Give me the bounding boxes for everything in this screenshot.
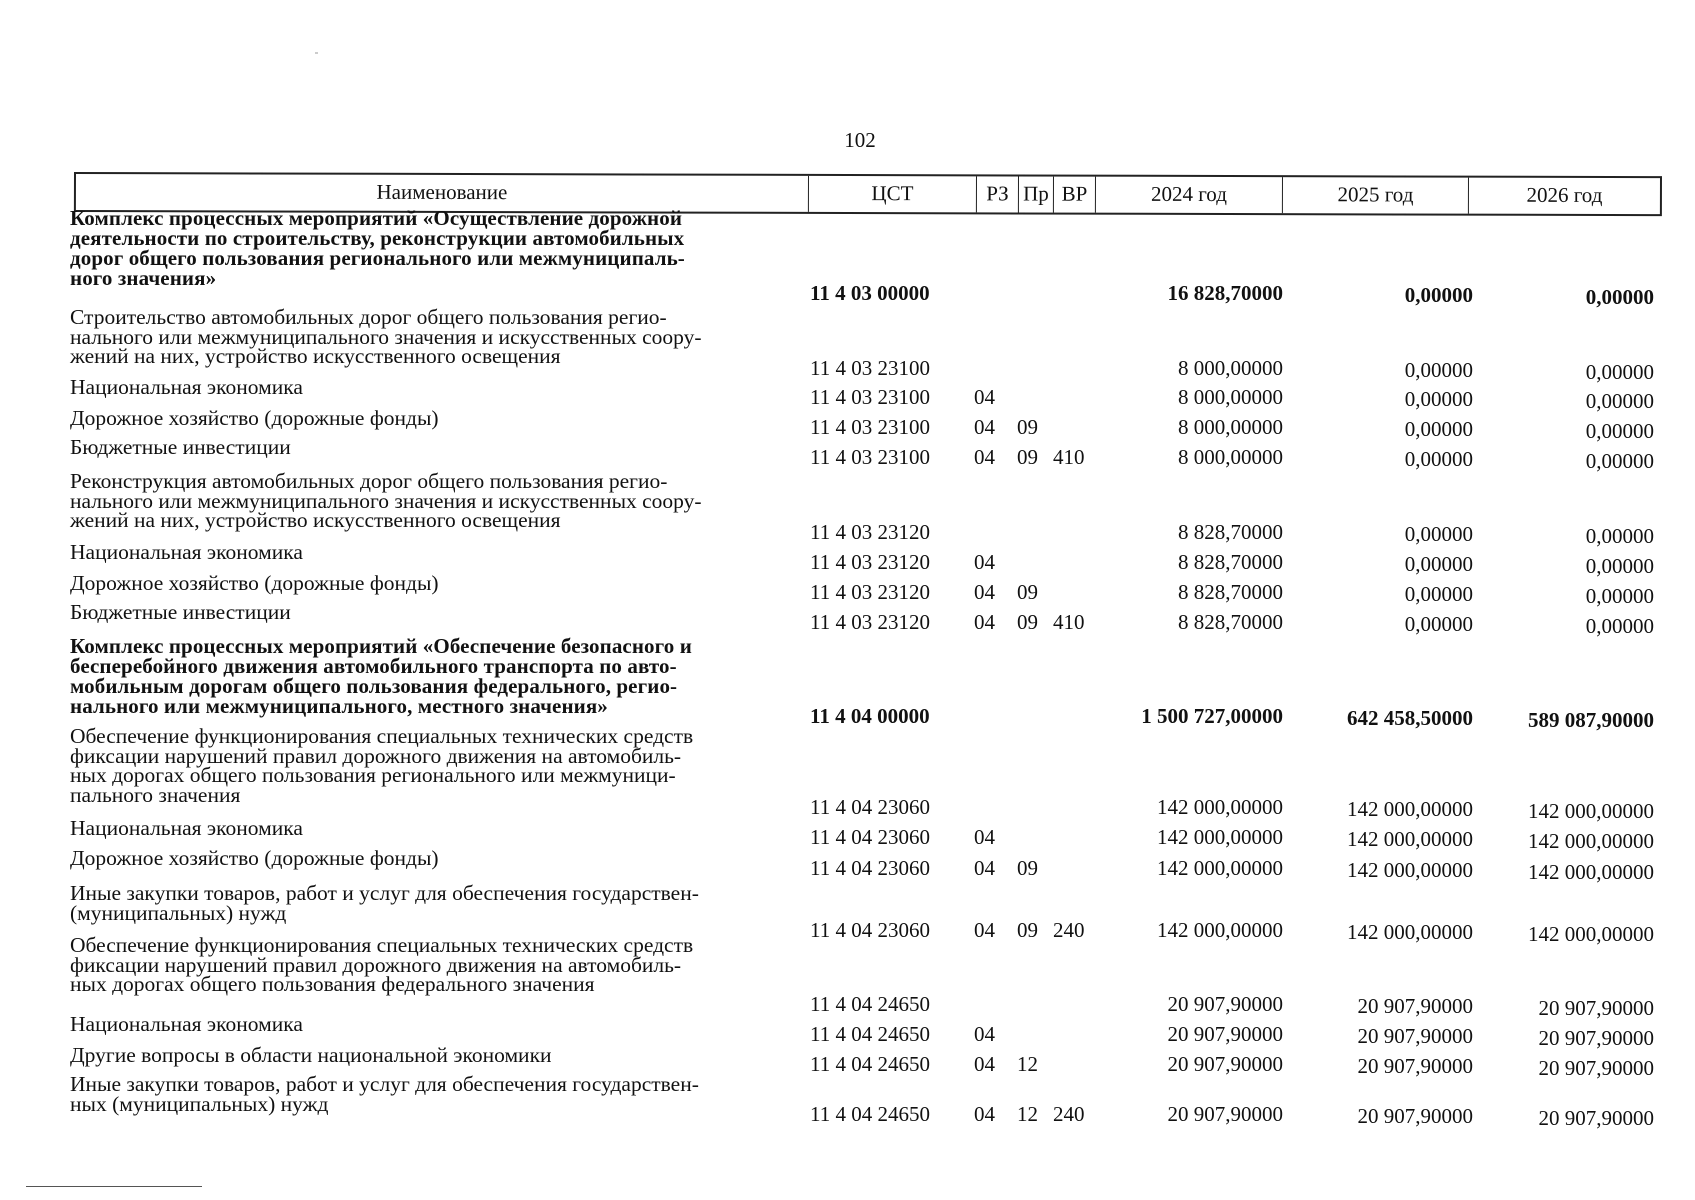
- row-name: Иные закупки товаров, работ и услуг для обеспечения государствен- ных (муниципальных) нужд: [70, 1072, 699, 1116]
- row-cst: 11 4 03 23100: [810, 385, 930, 409]
- row-year-2025: 20 907,90000: [1357, 1054, 1473, 1078]
- row-year-2024: 142 000,00000: [1157, 795, 1283, 819]
- row-year-2026: 20 907,90000: [1538, 1106, 1654, 1130]
- header-2025: 2025 год: [1283, 177, 1469, 213]
- row-year-2025: 142 000,00000: [1347, 827, 1473, 851]
- row-year-2024: 8 000,00000: [1178, 445, 1283, 469]
- row-year-2026: 0,00000: [1585, 614, 1654, 638]
- row-rz: 04: [974, 825, 995, 849]
- row-year-2025: 142 000,00000: [1347, 797, 1473, 821]
- row-pr: 12: [1017, 1102, 1038, 1126]
- header-name: Наименование: [76, 174, 809, 212]
- row-pr: 09: [1017, 580, 1038, 604]
- row-year-2024: 1 500 727,00000: [1141, 704, 1283, 728]
- footer-rule: [26, 1186, 202, 1187]
- row-cst: 11 4 04 24650: [810, 1052, 930, 1076]
- row-name: Комплекс процессных мероприятий «Обеспечение безопасного и бесперебойного движения автомобильного транспорта по авто- мобильным дорогам общего пользования федерального, регио- нального или межмуниципального, местного значения»: [70, 634, 692, 718]
- row-year-2025: 642 458,50000: [1347, 706, 1473, 730]
- row-year-2026: 589 087,90000: [1528, 708, 1654, 732]
- row-name: Национальная экономика: [70, 1012, 303, 1036]
- row-cst: 11 4 03 23100: [810, 356, 930, 380]
- row-name: Бюджетные инвестиции: [70, 600, 291, 624]
- row-cst: 11 4 04 24650: [810, 1022, 930, 1046]
- row-year-2026: 142 000,00000: [1528, 799, 1654, 823]
- row-cst: 11 4 04 24650: [810, 1102, 930, 1126]
- row-cst: 11 4 04 23060: [810, 795, 930, 819]
- row-rz: 04: [974, 918, 995, 942]
- row-year-2025: 0,00000: [1404, 522, 1473, 546]
- header-2024: 2024 год: [1096, 177, 1283, 213]
- row-cst: 11 4 04 23060: [810, 918, 930, 942]
- row-name: Иные закупки товаров, работ и услуг для обеспечения государствен- (муниципальных) нужд: [70, 881, 699, 925]
- row-rz: 04: [974, 610, 995, 634]
- row-year-2024: 8 828,70000: [1178, 520, 1283, 544]
- row-year-2026: 142 000,00000: [1528, 829, 1654, 853]
- header-cst: ЦСТ: [809, 176, 977, 212]
- row-rz: 04: [974, 1022, 995, 1046]
- row-rz: 04: [974, 550, 995, 574]
- row-rz: 04: [974, 445, 995, 469]
- row-name: Комплекс процессных мероприятий «Осуществление дорожной деятельности по строительству, реконструкции автомобильных дорог общего пользования регионального или межмуниципаль- ного значения»: [70, 206, 685, 290]
- row-year-2024: 8 828,70000: [1178, 610, 1283, 634]
- row-cst: 11 4 04 00000: [810, 704, 930, 728]
- row-year-2025: 142 000,00000: [1347, 858, 1473, 882]
- page-number: 102: [844, 128, 876, 152]
- row-cst: 11 4 04 23060: [810, 856, 930, 880]
- row-year-2026: 0,00000: [1585, 584, 1654, 608]
- row-cst: 11 4 03 23100: [810, 415, 930, 439]
- row-name: Национальная экономика: [70, 375, 303, 399]
- row-name: Национальная экономика: [70, 540, 303, 564]
- row-year-2025: 20 907,90000: [1357, 1024, 1473, 1048]
- row-year-2024: 142 000,00000: [1157, 918, 1283, 942]
- row-year-2025: 0,00000: [1404, 358, 1473, 382]
- row-name: Дорожное хозяйство (дорожные фонды): [70, 571, 439, 595]
- row-name: Дорожное хозяйство (дорожные фонды): [70, 406, 439, 430]
- row-year-2024: 20 907,90000: [1167, 1052, 1283, 1076]
- row-year-2024: 8 000,00000: [1178, 356, 1283, 380]
- row-vr: 410: [1053, 445, 1085, 469]
- row-year-2024: 20 907,90000: [1167, 1102, 1283, 1126]
- row-year-2026: 0,00000: [1585, 554, 1654, 578]
- row-year-2026: 20 907,90000: [1538, 1026, 1654, 1050]
- row-name: Другие вопросы в области национальной экономики: [70, 1043, 552, 1067]
- row-name: Национальная экономика: [70, 816, 303, 840]
- row-year-2026: 0,00000: [1585, 419, 1654, 443]
- row-name: Обеспечение функционирования специальных технических средств фиксации нарушений правил дорожного движения на автомобиль- ных дорогах общего пользования федерального значения: [70, 933, 694, 996]
- row-year-2024: 8 828,70000: [1178, 580, 1283, 604]
- row-name: Дорожное хозяйство (дорожные фонды): [70, 846, 439, 870]
- row-year-2026: 0,00000: [1585, 524, 1654, 548]
- row-year-2025: 0,00000: [1404, 447, 1473, 471]
- row-cst: 11 4 03 23120: [810, 520, 930, 544]
- row-year-2025: 20 907,90000: [1357, 1104, 1473, 1128]
- row-pr: 09: [1017, 610, 1038, 634]
- row-year-2026: 0,00000: [1585, 389, 1654, 413]
- header-rz: РЗ: [977, 176, 1019, 212]
- row-year-2025: 20 907,90000: [1357, 994, 1473, 1018]
- row-year-2026: 20 907,90000: [1538, 996, 1654, 1020]
- row-year-2024: 142 000,00000: [1157, 825, 1283, 849]
- row-year-2024: 16 828,70000: [1167, 281, 1283, 305]
- row-year-2026: 142 000,00000: [1528, 860, 1654, 884]
- header-vr: ВР: [1054, 177, 1096, 213]
- row-year-2024: 8 000,00000: [1178, 385, 1283, 409]
- row-year-2026: 142 000,00000: [1528, 922, 1654, 946]
- row-pr: 09: [1017, 856, 1038, 880]
- row-pr: 09: [1017, 445, 1038, 469]
- row-year-2026: 20 907,90000: [1538, 1056, 1654, 1080]
- row-name: Обеспечение функционирования специальных технических средств фиксации нарушений правил дорожного движения на автомобиль- ных дорогах общего пользования регионального или межмуници- пального значения: [70, 724, 694, 807]
- row-year-2024: 20 907,90000: [1167, 1022, 1283, 1046]
- row-year-2026: 0,00000: [1585, 360, 1654, 384]
- row-rz: 04: [974, 580, 995, 604]
- row-vr: 240: [1053, 918, 1085, 942]
- row-pr: 12: [1017, 1052, 1038, 1076]
- row-rz: 04: [974, 415, 995, 439]
- row-rz: 04: [974, 1052, 995, 1076]
- header-pr: Пр: [1019, 176, 1054, 212]
- row-rz: 04: [974, 385, 995, 409]
- row-vr: 240: [1053, 1102, 1085, 1126]
- row-name: Бюджетные инвестиции: [70, 435, 291, 459]
- row-cst: 11 4 03 23120: [810, 550, 930, 574]
- row-year-2025: 0,00000: [1404, 582, 1473, 606]
- header-2026: 2026 год: [1526, 182, 1603, 208]
- row-name: Строительство автомобильных дорог общего пользования регио- нального или межмуниципального значения и искусственных соору- жений на них, устройство искусственного освещения: [70, 305, 702, 368]
- row-year-2025: 142 000,00000: [1347, 920, 1473, 944]
- row-name: Реконструкция автомобильных дорог общего пользования регио- нального или межмуниципального значения и искусственных соору- жений на них, устройство искусственного освещения: [70, 469, 702, 532]
- row-cst: 11 4 04 23060: [810, 825, 930, 849]
- row-year-2025: 0,00000: [1404, 283, 1473, 307]
- row-pr: 09: [1017, 918, 1038, 942]
- row-year-2025: 0,00000: [1404, 387, 1473, 411]
- row-cst: 11 4 03 23120: [810, 580, 930, 604]
- row-vr: 410: [1053, 610, 1085, 634]
- row-cst: 11 4 03 23120: [810, 610, 930, 634]
- row-year-2025: 0,00000: [1404, 612, 1473, 636]
- row-year-2025: 0,00000: [1404, 552, 1473, 576]
- row-pr: 09: [1017, 415, 1038, 439]
- row-cst: 11 4 03 23100: [810, 445, 930, 469]
- row-cst: 11 4 04 24650: [810, 992, 930, 1016]
- row-year-2024: 8 000,00000: [1178, 415, 1283, 439]
- row-year-2025: 0,00000: [1404, 417, 1473, 441]
- row-year-2026: 0,00000: [1585, 285, 1654, 309]
- row-cst: 11 4 03 00000: [810, 281, 930, 305]
- row-year-2024: 142 000,00000: [1157, 856, 1283, 880]
- row-year-2024: 20 907,90000: [1167, 992, 1283, 1016]
- row-year-2024: 8 828,70000: [1178, 550, 1283, 574]
- row-rz: 04: [974, 856, 995, 880]
- row-rz: 04: [974, 1102, 995, 1126]
- row-year-2026: 0,00000: [1585, 449, 1654, 473]
